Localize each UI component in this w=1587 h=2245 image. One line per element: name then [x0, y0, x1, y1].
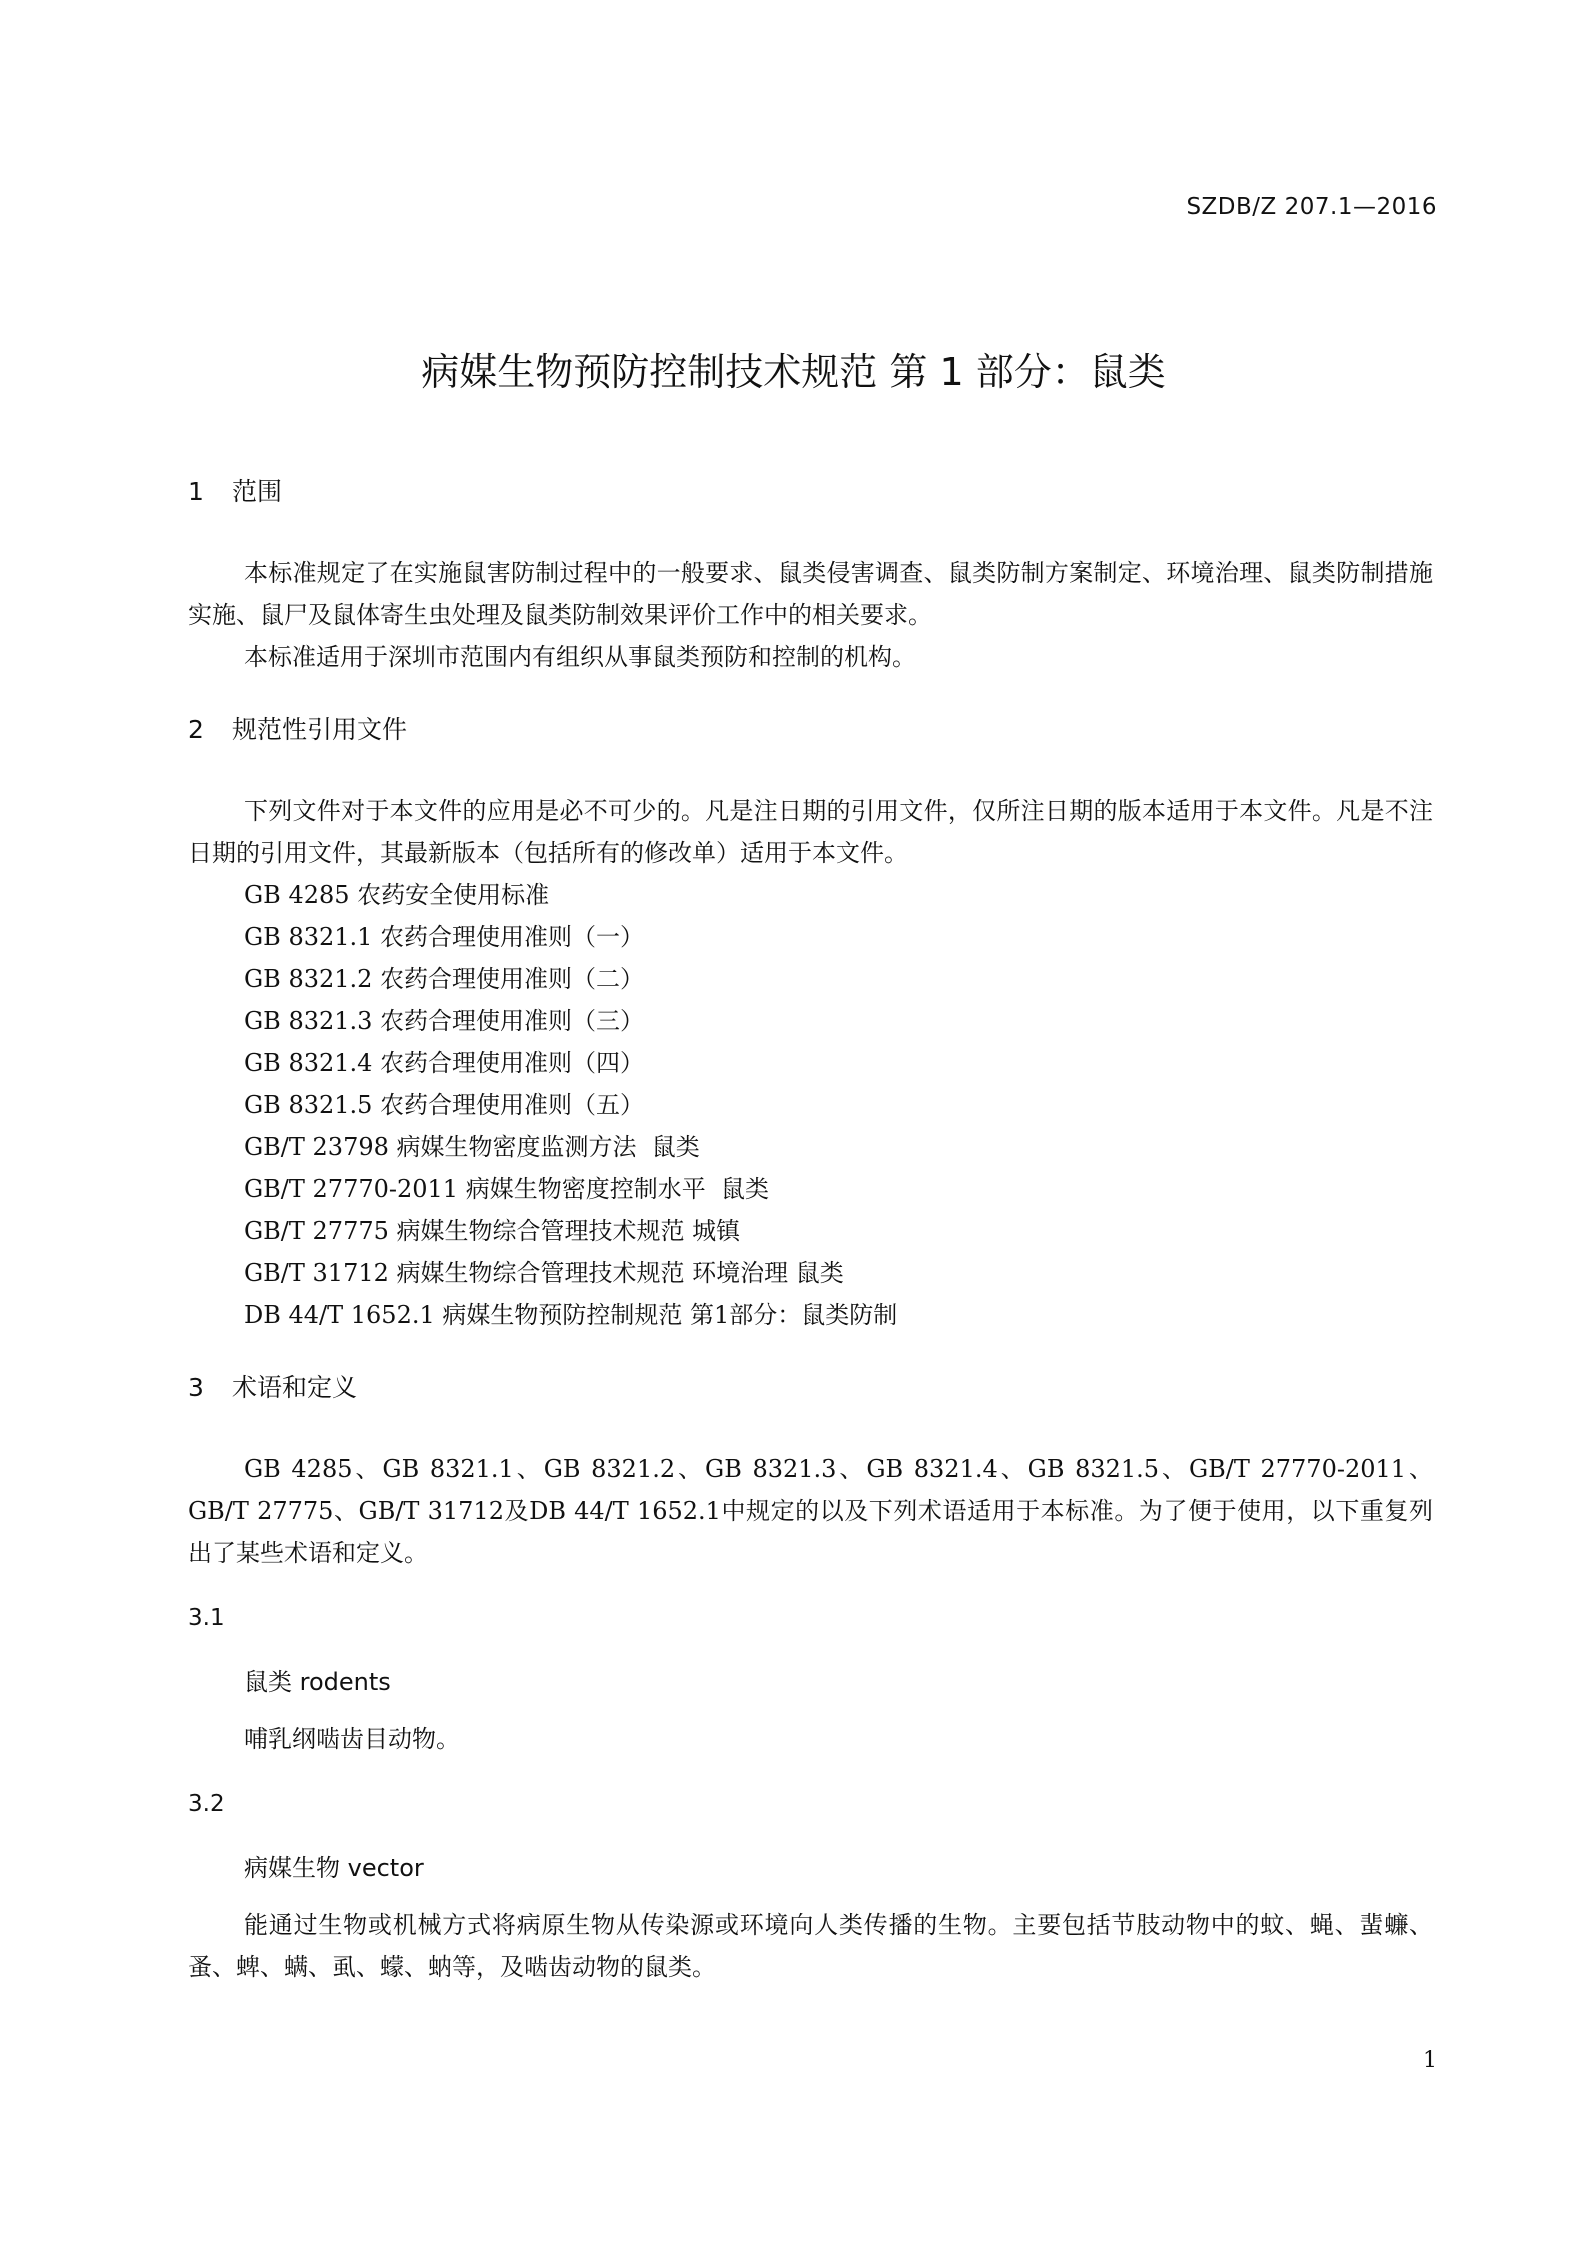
reference-item: GB 4285 农药安全使用标准: [244, 881, 550, 909]
term-name: 病媒生物 vector: [244, 1854, 424, 1882]
term-name: 鼠类 rodents: [244, 1668, 391, 1696]
section-1-heading: [188, 472, 1433, 512]
reference-item: GB/T 31712 病媒生物综合管理技术规范 环境治理 鼠类: [244, 1259, 844, 1287]
reference-item: GB 8321.1 农药合理使用准则（一）: [244, 923, 645, 951]
page-number: 1: [1423, 2048, 1437, 2073]
reference-item: GB/T 27775 病媒生物综合管理技术规范 城镇: [244, 1217, 741, 1245]
document-code: SZDB/Z 207.1—2016: [1186, 194, 1437, 220]
applicability-paragraph: 本标准适用于深圳市范围内有组织从事鼠类预防和控制的机构。: [244, 643, 916, 671]
section-2-heading: [188, 710, 1433, 750]
reference-item: GB 8321.3 农药合理使用准则（三）: [244, 1007, 645, 1035]
reference-item: GB/T 27770-2011 病媒生物密度控制水平 鼠类: [244, 1175, 769, 1203]
section-title: 规范性引用文件: [232, 715, 408, 744]
terms-intro: GB 4285、GB 8321.1、GB 8321.2、GB 8321.3、GB 8321.4、GB 8321.5、GB/T 27770-2011、GB/T 27775、GB/T 31712及DB 44/T 1652.1中规定的以及下列术语适用于本标准。为了便于使用，以下重复列出了某些术语和定义。: [188, 1455, 1433, 1567]
document-title: 病媒生物预防控制技术规范 第 1 部分：鼠类: [421, 350, 1166, 394]
section-number: 2: [188, 715, 204, 744]
term-definition: 哺乳纲啮齿目动物。: [244, 1725, 460, 1753]
reference-item: DB 44/T 1652.1 病媒生物预防控制规范 第1部分：鼠类防制: [244, 1301, 898, 1329]
section-title: 范围: [232, 477, 283, 506]
document-body: [188, 472, 1433, 1988]
term-definition: 能通过生物或机械方式将病原生物从传染源或环境向人类传播的生物。主要包括节肢动物中的蚊、蝇、蜚蠊、蚤、蜱、螨、虱、蠓、蚋等，及啮齿动物的鼠类。: [188, 1911, 1433, 1981]
section-number: 1: [188, 477, 204, 506]
section-3-heading: [188, 1368, 1433, 1408]
scope-paragraph: 本标准规定了在实施鼠害防制过程中的一般要求、鼠类侵害调查、鼠类防制方案制定、环境治理、鼠类防制措施实施、鼠尸及鼠体寄生虫处理及鼠类防制效果评价工作中的相关要求。: [188, 559, 1433, 629]
term-number: 3.2: [188, 1791, 225, 1817]
section-number: 3: [188, 1373, 204, 1402]
reference-item: GB/T 23798 病媒生物密度监测方法 鼠类: [244, 1133, 700, 1161]
term-number: 3.1: [188, 1605, 225, 1631]
reference-item: GB 8321.5 农药合理使用准则（五）: [244, 1091, 645, 1119]
reference-item: GB 8321.4 农药合理使用准则（四）: [244, 1049, 645, 1077]
normative-references-intro: 下列文件对于本文件的应用是必不可少的。凡是注日期的引用文件，仅所注日期的版本适用于本文件。凡是不注日期的引用文件，其最新版本（包括所有的修改单）适用于本文件。: [188, 797, 1433, 867]
reference-item: GB 8321.2 农药合理使用准则（二）: [244, 965, 645, 993]
section-title: 术语和定义: [232, 1373, 358, 1402]
